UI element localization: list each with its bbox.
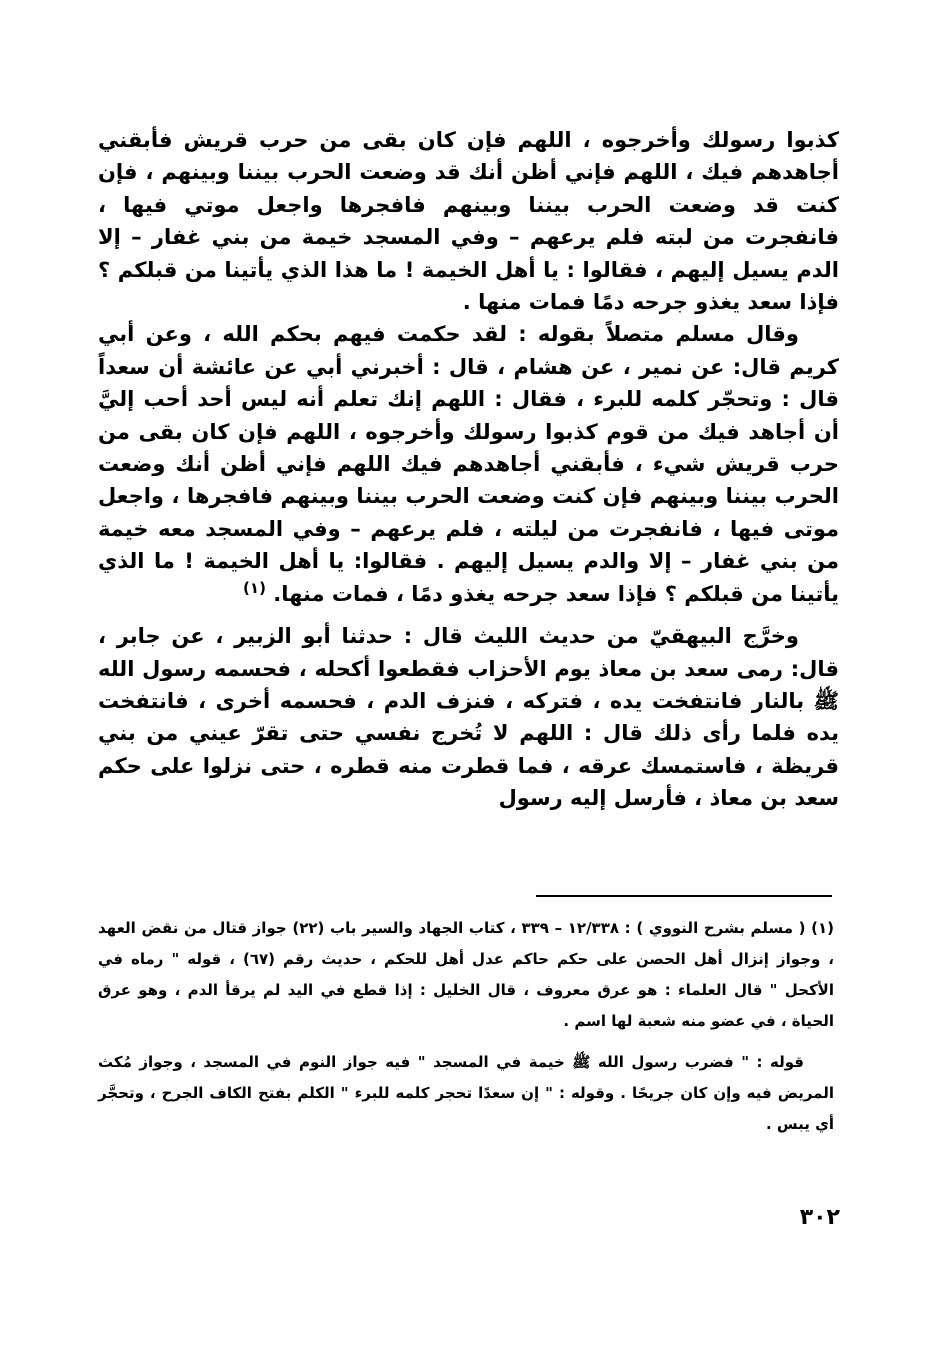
footnote-separator [536, 895, 832, 897]
paragraph-2 [98, 318, 839, 610]
paragraph-2-text: وقال مسلم متصلاً بقوله : لقد حكمت فيهم بحكم الله ، وعن أبي كريم قال: عن نمير ، عن هشام ، قال : أخبرني أبي عن عائشة أن سعداً قال : وتحجّر كلمه للبرء ، فقال : اللهم إنك تعلم أنه ليس أحد أحب إليَّ أن أجاهد فيك من قوم كذبوا رسولك وأخرجوه ، اللهم فإن كان بقى من حرب قريش شيء ، فأبقني أجاهدهم فيك اللهم فإني أظن أنك وضعت الحرب بيننا وبينهم فإن كنت وضعت الحرب بيننا وبينهم فافجرها ، واجعل موتى فيها ، فانفجرت من ليلته ، فلم يرعهم – وفي المسجد معه خيمة من بني غفار – إلا والدم يسيل إليهم . فقالوا: يا أهل الخيمة ! ما الذي يأتينا من قبلكم ؟ فإذا سعد جرحه يغذو دمًا ، فمات منها. [98, 322, 839, 606]
footnotes [98, 913, 834, 1140]
main-text [98, 124, 839, 815]
footnote-reference: (١) [243, 578, 266, 597]
footnote-1-continuation: قوله : " فضرب رسول الله ﷺ خيمة في المسجد " فيه جواز النوم في المسجد ، وجواز مُكث المريض فيه وإن كان جريحًا . وقوله : " إن سعدًا تحجر كلمه للبرء " الكلم بفتح الكاف الجرح ، وتحجَّر أي يبس . [98, 1053, 834, 1133]
page-number: ٣٠٢ [799, 1205, 840, 1230]
paragraph-3: وخرَّج البيهقيّ من حديث الليث قال : حدثنا أبو الزبير ، عن جابر ، قال: رمى سعد بن معاذ يوم الأحزاب فقطعوا أكحله ، فحسمه رسول الله ﷺ بالنار فانتفخت يده ، فتركه ، فنزف الدم ، فحسمه أخرى ، فانتفخت يده فلما رأى ذلك قال : اللهم لا تُخرج نفسي حتى تقرّ عيني من بني قريظة ، فاستمسك عرقه ، فما قطرت منه قطره ، حتى نزلوا على حكم سعد بن معاذ ، فأرسل إليه رسول [98, 624, 839, 811]
footnote-1: (١) ( مسلم بشرح النووي ) : ١٢/٣٣٨ – ٣٣٩ ، كتاب الجهاد والسير باب (٢٢) جواز قتال من نقض العهد ، وجواز إنزال أهل الحصن على حكم حاكم عدل أهل للحكم ، حديث رقم (٦٧) ، قوله " رماه في الأكحل " قال العلماء : هو عرق معروف ، قال الخليل : إذا قطع في اليد لم يرقأ الدم ، وهو عرق الحياة ، في عضو منه شعبة لها اسم . [98, 919, 835, 1030]
paragraph-1: كذبوا رسولك وأخرجوه ، اللهم فإن كان بقى من حرب قريش فأبقني أجاهدهم فيك ، اللهم فإني أظن أنك قد وضعت الحرب بيننا وبينهم ، فإن كنت قد وضعت الحرب بيننا وبينهم فافجرها واجعل موتي فيها ، فانفجرت من لبته فلم يرعهم – وفي المسجد خيمة من بني غفار – إلا الدم يسيل إليهم ، فقالوا : يا أهل الخيمة ! ما هذا الذي يأتينا من قبلكم ؟ فإذا سعد يغذو جرحه دمًا فمات منها . [98, 128, 839, 315]
